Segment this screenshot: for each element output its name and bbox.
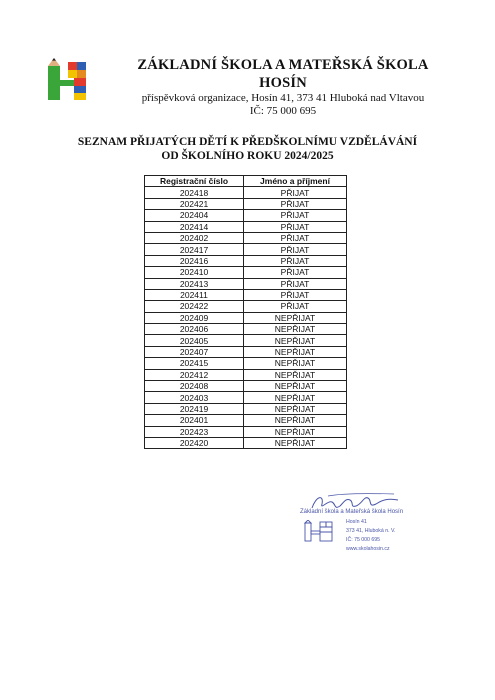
registration-number-cell: 202411 [145,289,244,300]
title-line-1: SEZNAM PŘIJATÝCH DĚTÍ K PŘEDŠKOLNÍMU VZDĚLÁVÁNÍ [77,136,418,148]
registration-number-cell: 202413 [145,278,244,289]
status-cell: NEPŘIJAT [244,426,347,437]
table-row [145,358,347,369]
stamp-ico-line: IČ: 75 000 695 [346,537,381,543]
status-cell: PŘIJAT [244,244,347,255]
status-cell: PŘIJAT [244,210,347,221]
table-row [145,278,347,289]
registration-number-cell: 202407 [145,346,244,357]
registration-number-cell: 202401 [145,415,244,426]
table-row [145,198,347,209]
registration-number-cell: 202417 [145,244,244,255]
status-cell: NEPŘIJAT [244,403,347,414]
table-row [145,426,347,437]
registration-number-cell: 202419 [145,403,244,414]
registration-number-cell: 202416 [145,255,244,266]
status-cell: PŘIJAT [244,255,347,266]
school-stamp [298,492,408,576]
stamp-logo [304,520,340,542]
status-cell: NEPŘIJAT [244,324,347,335]
table-row [145,301,347,312]
school-ico: IČ: 75 000 695 [249,105,317,117]
status-cell: NEPŘIJAT [244,358,347,369]
table-row [145,392,347,403]
stamp-city-line: 373 41, Hluboká n. V. [346,528,396,534]
registration-number-cell: 202420 [145,437,244,448]
letterhead [118,56,448,118]
school-logo [44,56,96,102]
table-row [145,255,347,266]
registration-number-cell: 202418 [145,187,244,198]
school-address: příspěvková organizace, Hosín 41, 373 41 Hluboká nad Vltavou [141,92,425,104]
registration-number-cell: 202414 [145,221,244,232]
table-header-row [145,176,347,187]
table-row [145,335,347,346]
table-row [145,289,347,300]
registration-number-cell: 202415 [145,358,244,369]
status-cell: NEPŘIJAT [244,369,347,380]
table-row [145,244,347,255]
status-cell: NEPŘIJAT [244,335,347,346]
status-cell: NEPŘIJAT [244,346,347,357]
registration-number-cell: 202406 [145,324,244,335]
registration-number-cell: 202409 [145,312,244,323]
registration-number-cell: 202405 [145,335,244,346]
status-cell: PŘIJAT [244,267,347,278]
stamp-web-line: www.skolahosin.cz [346,546,390,552]
status-cell: PŘIJAT [244,232,347,243]
column-header-name: Jméno a příjmení [244,176,347,187]
table-row [145,187,347,198]
table-row [145,437,347,448]
status-cell: NEPŘIJAT [244,392,347,403]
table-row [145,267,347,278]
table-row [145,403,347,414]
status-cell: NEPŘIJAT [244,312,347,323]
table-row [145,415,347,426]
table-body [145,187,347,449]
status-cell: NEPŘIJAT [244,437,347,448]
document-title [0,135,495,163]
status-cell: PŘIJAT [244,278,347,289]
registration-number-cell: 202423 [145,426,244,437]
registration-number-cell: 202404 [145,210,244,221]
status-cell: PŘIJAT [244,187,347,198]
table-row [145,324,347,335]
stamp-school-name: Základní škola a Mateřská škola Hosín [300,509,404,515]
status-cell: PŘIJAT [244,221,347,232]
title-line-2: OD ŠKOLNÍHO ROKU 2024/2025 [161,150,334,162]
registration-number-cell: 202402 [145,232,244,243]
table-row [145,210,347,221]
status-cell: NEPŘIJAT [244,381,347,392]
status-cell: PŘIJAT [244,301,347,312]
registration-number-cell: 202422 [145,301,244,312]
table-row [145,381,347,392]
status-cell: NEPŘIJAT [244,415,347,426]
column-header-registration: Registrační číslo [145,176,244,187]
registration-number-cell: 202410 [145,267,244,278]
logo-pencil-body [48,66,60,100]
table-row [145,221,347,232]
registration-number-cell: 202421 [145,198,244,209]
registration-number-cell: 202403 [145,392,244,403]
stamp-address-line: Hosín 41 [346,519,367,525]
registration-number-cell: 202408 [145,381,244,392]
school-name: ZÁKLADNÍ ŠKOLA A MATEŘSKÁ ŠKOLA HOSÍN [137,57,429,91]
registration-number-cell: 202412 [145,369,244,380]
table-row [145,232,347,243]
status-cell: PŘIJAT [244,289,347,300]
table-row [145,346,347,357]
table-row [145,369,347,380]
table-row [145,312,347,323]
status-cell: PŘIJAT [244,198,347,209]
admission-table [144,175,347,449]
